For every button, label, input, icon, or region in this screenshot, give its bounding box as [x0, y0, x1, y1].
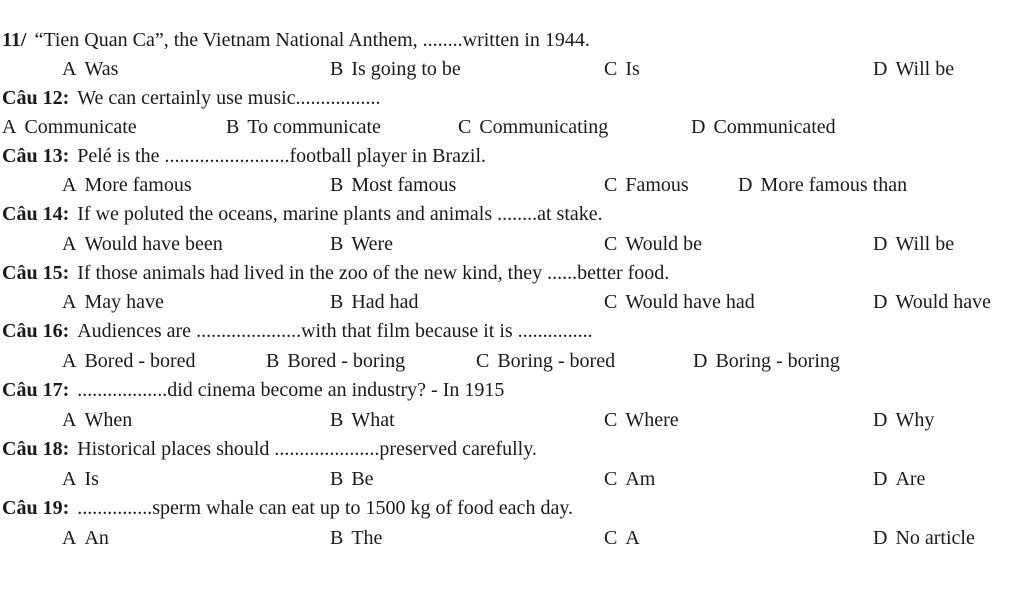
- option-a: [62, 525, 109, 551]
- option-a: [62, 466, 99, 492]
- option-text: Why: [895, 409, 935, 431]
- option-letter: B: [226, 116, 240, 138]
- option-c: [604, 289, 755, 315]
- option-text: Had had: [351, 291, 419, 313]
- option-text: Was: [84, 58, 119, 80]
- option-d: [873, 525, 975, 551]
- option-b: [330, 466, 374, 492]
- option-text: Be: [351, 468, 374, 490]
- question-stem: If we poluted the oceans, marine plants and animals ........at stake.: [77, 203, 603, 225]
- option-c: [458, 114, 608, 140]
- option-b: [330, 289, 419, 315]
- option-letter: C: [604, 527, 618, 549]
- option-letter: A: [62, 291, 77, 313]
- option-letter: C: [604, 58, 618, 80]
- option-letter: C: [604, 291, 618, 313]
- option-letter: B: [330, 174, 344, 196]
- option-text: To communicate: [247, 116, 381, 138]
- question-18: [2, 436, 537, 462]
- option-letter: A: [62, 233, 77, 255]
- option-a: [62, 56, 118, 82]
- question-19: [2, 495, 573, 521]
- option-text: Would have: [895, 291, 992, 313]
- option-c: [604, 56, 640, 82]
- option-text: Where: [625, 409, 679, 431]
- option-text: Communicating: [479, 116, 609, 138]
- option-letter: A: [62, 350, 77, 372]
- option-text: Communicated: [713, 116, 836, 138]
- option-letter: D: [873, 468, 888, 490]
- option-text: Boring - bored: [497, 350, 616, 372]
- option-a: [62, 289, 164, 315]
- option-text: What: [351, 409, 395, 431]
- option-d: [873, 466, 925, 492]
- question-13: [2, 143, 486, 169]
- question-12: [2, 85, 381, 111]
- option-c: [604, 231, 702, 257]
- option-b: [330, 56, 461, 82]
- option-text: Is: [84, 468, 99, 490]
- option-text: Most famous: [351, 174, 457, 196]
- option-c: [604, 466, 655, 492]
- option-text: Bored - boring: [287, 350, 406, 372]
- option-d: [693, 348, 840, 374]
- option-text: The: [351, 527, 383, 549]
- option-text: A: [625, 527, 640, 549]
- option-letter: D: [873, 58, 888, 80]
- option-d: [691, 114, 836, 140]
- option-a: [62, 407, 132, 433]
- option-letter: B: [330, 291, 344, 313]
- option-d: [873, 407, 934, 433]
- option-d: [873, 56, 954, 82]
- option-letter: A: [62, 468, 77, 490]
- option-letter: C: [604, 468, 618, 490]
- option-text: More famous than: [760, 174, 908, 196]
- option-b: [330, 231, 393, 257]
- option-text: No article: [895, 527, 975, 549]
- option-b: [330, 172, 456, 198]
- option-letter: D: [873, 291, 888, 313]
- option-text: Is going to be: [351, 58, 461, 80]
- option-letter: A: [62, 409, 77, 431]
- option-text: Would have had: [625, 291, 755, 313]
- option-letter: B: [330, 527, 344, 549]
- option-d: [738, 172, 907, 198]
- option-c: [604, 525, 640, 551]
- option-text: Communicate: [24, 116, 137, 138]
- option-b: [266, 348, 405, 374]
- option-c: [604, 407, 679, 433]
- option-text: Are: [895, 468, 926, 490]
- option-text: Famous: [625, 174, 689, 196]
- question-label: Câu 17:: [2, 379, 70, 401]
- option-a: [62, 172, 192, 198]
- question-stem: “Tien Quan Ca”, the Vietnam National Anthem, ........written in 1944.: [34, 29, 590, 51]
- question-label: 11/: [2, 29, 27, 51]
- question-stem: Audiences are .....................with that film because it is ...............: [77, 320, 593, 342]
- option-b: [330, 407, 395, 433]
- option-letter: C: [604, 233, 618, 255]
- option-d: [873, 231, 954, 257]
- option-letter: D: [738, 174, 753, 196]
- option-letter: B: [330, 409, 344, 431]
- option-d: [873, 289, 1024, 315]
- option-a: [2, 114, 137, 140]
- option-text: Were: [351, 233, 394, 255]
- option-text: More famous: [84, 174, 192, 196]
- option-letter: D: [873, 233, 888, 255]
- option-letter: D: [691, 116, 706, 138]
- option-c: [604, 172, 689, 198]
- question-stem: ...............sperm whale can eat up to 1500 kg of food each day.: [77, 497, 574, 519]
- question-stem: We can certainly use music.................: [77, 87, 381, 109]
- option-letter: C: [458, 116, 472, 138]
- question-label: Câu 19:: [2, 497, 70, 519]
- option-letter: A: [62, 58, 77, 80]
- question-stem: Pelé is the .........................football player in Brazil.: [77, 145, 487, 167]
- question-label: Câu 15:: [2, 262, 70, 284]
- option-letter: B: [330, 233, 344, 255]
- option-letter: C: [604, 409, 618, 431]
- question-label: Câu 18:: [2, 438, 70, 460]
- option-letter: B: [266, 350, 280, 372]
- option-text: Am: [625, 468, 656, 490]
- option-letter: C: [476, 350, 490, 372]
- option-letter: D: [873, 409, 888, 431]
- question-11: [2, 27, 590, 53]
- question-14: [2, 201, 603, 227]
- option-text: Boring - boring: [715, 350, 840, 372]
- question-label: Câu 14:: [2, 203, 70, 225]
- question-label: Câu 16:: [2, 320, 70, 342]
- option-text: Will be: [895, 58, 955, 80]
- option-b: [330, 525, 382, 551]
- option-letter: A: [62, 174, 77, 196]
- option-text: When: [84, 409, 133, 431]
- question-16: [2, 318, 593, 344]
- option-letter: B: [330, 58, 344, 80]
- question-label: Câu 12:: [2, 87, 70, 109]
- option-text: Will be: [895, 233, 955, 255]
- option-letter: D: [873, 527, 888, 549]
- option-letter: D: [693, 350, 708, 372]
- option-a: [62, 231, 223, 257]
- option-text: Is: [625, 58, 640, 80]
- question-stem: ..................did cinema become an industry? - In 1915: [77, 379, 505, 401]
- option-b: [226, 114, 381, 140]
- option-text: Would have been: [84, 233, 223, 255]
- option-letter: A: [2, 116, 17, 138]
- option-text: May have: [84, 291, 164, 313]
- question-label: Câu 13:: [2, 145, 70, 167]
- option-a: [62, 348, 196, 374]
- option-text: Bored - bored: [84, 350, 196, 372]
- option-letter: B: [330, 468, 344, 490]
- question-stem: Historical places should .....................preserved carefully.: [77, 438, 537, 460]
- option-text: An: [84, 527, 109, 549]
- option-text: Would be: [625, 233, 703, 255]
- option-c: [476, 348, 615, 374]
- question-17: [2, 377, 504, 403]
- question-15: [2, 260, 669, 286]
- option-letter: C: [604, 174, 618, 196]
- option-letter: A: [62, 527, 77, 549]
- question-stem: If those animals had lived in the zoo of the new kind, they ......better food.: [77, 262, 670, 284]
